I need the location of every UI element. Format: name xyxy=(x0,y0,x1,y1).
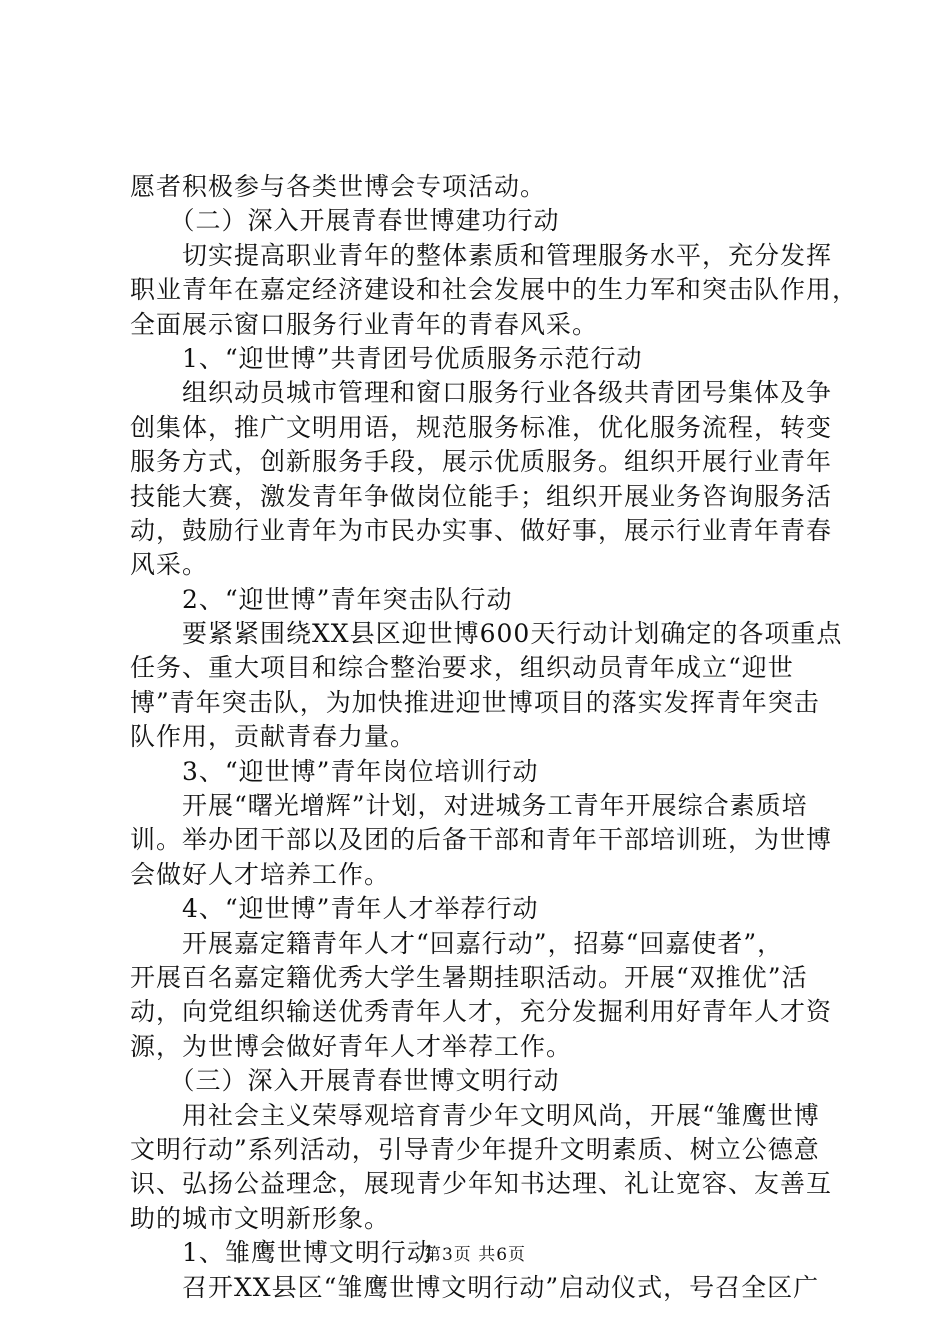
page-number-footer: 第3页 共6页 xyxy=(423,1245,527,1265)
body-line: 开展“曙光增辉”计划，对进城务工青年开展综合素质培 xyxy=(130,791,808,821)
subsection-heading: 4、“迎世博”青年人才举荐行动 xyxy=(130,894,539,924)
body-line: 开展嘉定籍青年人才“回嘉行动”，招募“回嘉使者”， xyxy=(130,928,784,958)
body-line: 训。举办团干部以及团的后备干部和青年干部培训班，为世博 xyxy=(130,825,833,855)
body-line: 助的城市文明新形象。 xyxy=(130,1203,391,1233)
body-line: 职业青年在嘉定经济建设和社会发展中的生力军和突击队作用， xyxy=(130,275,859,305)
subsection-heading: 3、“迎世博”青年岗位培训行动 xyxy=(130,756,539,786)
body-line: 队作用，贡献青春力量。 xyxy=(130,722,417,752)
document-body xyxy=(130,170,859,1305)
body-line: 技能大赛，激发青年争做岗位能手；组织开展业务咨询服务活 xyxy=(130,481,833,511)
subsection-heading: 1、雏鹰世博文明行动 xyxy=(130,1238,433,1268)
section-heading: （二）深入开展青春世博建功行动 xyxy=(130,206,560,236)
body-line: 源，为世博会做好青年人才举荐工作。 xyxy=(130,1031,573,1061)
body-line: 开展百名嘉定籍优秀大学生暑期挂职活动。开展“双推优”活 xyxy=(130,962,808,992)
subsection-heading: 1、“迎世博”共青团号优质服务示范行动 xyxy=(130,343,643,373)
subsection-heading: 2、“迎世博”青年突击队行动 xyxy=(130,584,513,614)
body-line: 识、弘扬公益理念，展现青少年知书达理、礼让宽容、友善互 xyxy=(130,1169,833,1199)
body-line: 组织动员城市管理和窗口服务行业各级共青团号集体及争 xyxy=(130,378,833,408)
body-line: 动，鼓励行业青年为市民办实事、做好事，展示行业青年青春 xyxy=(130,515,833,545)
body-line: 会做好人才培养工作。 xyxy=(130,859,391,889)
body-line: 愿者积极参与各类世博会专项活动。 xyxy=(130,172,547,201)
body-line: 风采。 xyxy=(130,550,209,580)
body-line: 服务方式，创新服务手段，展示优质服务。组织开展行业青年 xyxy=(130,447,833,477)
body-line: 用社会主义荣辱观培育青少年文明风尚，开展“雏鹰世博 xyxy=(130,1100,820,1130)
body-line: 创集体，推广文明用语，规范服务标准，优化服务流程，转变 xyxy=(130,412,833,442)
body-line: 任务、重大项目和综合整治要求，组织动员青年成立“迎世 xyxy=(130,653,794,683)
body-line: 文明行动”系列活动，引导青少年提升文明素质、树立公德意 xyxy=(130,1134,820,1164)
body-line: 全面展示窗口服务行业青年的青春风采。 xyxy=(130,309,599,339)
body-line: 要紧紧围绕XX县区迎世博600天行动计划确定的各项重点 xyxy=(130,619,843,649)
section-heading: （三）深入开展青春世博文明行动 xyxy=(130,1066,560,1096)
body-line: 召开XX县区“雏鹰世博文明行动”启动仪式，号召全区广 xyxy=(130,1272,820,1302)
body-line: 切实提高职业青年的整体素质和管理服务水平，充分发挥 xyxy=(130,240,833,270)
body-line: 动，向党组织输送优秀青年人才，充分发掘利用好青年人才资 xyxy=(130,997,833,1027)
body-line: 博”青年突击队，为加快推进迎世博项目的落实发挥青年突击 xyxy=(130,687,820,717)
